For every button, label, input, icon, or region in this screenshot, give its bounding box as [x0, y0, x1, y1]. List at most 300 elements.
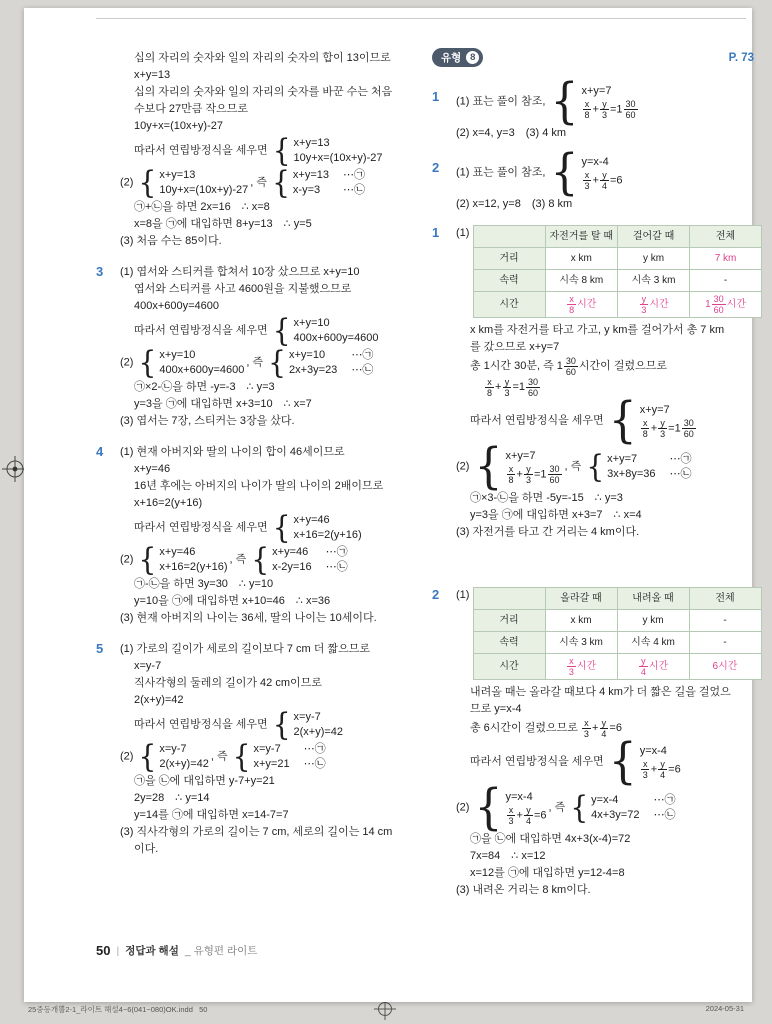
- solution-line: [470, 490, 754, 507]
- textbook-page: [24, 8, 752, 1002]
- table-cell: 1 $\frac{30}{60}$ 시간: [690, 292, 762, 318]
- table-header-cell: 내려올 때: [617, 588, 689, 610]
- data-table: [473, 587, 762, 680]
- solution-line: [134, 379, 410, 396]
- solution-line: [120, 610, 410, 627]
- table-cell: 6시간: [689, 654, 761, 680]
- text-run: 7x=84 ∴ x=12: [470, 850, 546, 862]
- text-run: (3) 자전거를 타고 간 거리는 4 km이다.: [456, 526, 640, 538]
- table-cell: $\frac{y}{4}$ 시간: [617, 654, 689, 680]
- system-equation-line: 400x+600y=4600: [159, 364, 245, 376]
- solution-line: [470, 392, 754, 449]
- table-row: [473, 292, 762, 318]
- text-run: 내려올 때는 올라갈 때보다 4 km가 더 짧은 길을 걸었으: [470, 686, 731, 698]
- solution-line: [120, 738, 410, 775]
- text-run: y=10을 ㉠에 대입하면 x+10=46 ∴ x=36: [134, 595, 331, 607]
- solution-line: [456, 587, 754, 684]
- problem-number: 2: [432, 160, 440, 175]
- equation-marker: ⋯㉡: [303, 758, 326, 770]
- system-equation-line: x+y=10 ⋯㉠: [288, 349, 374, 361]
- fraction: $\frac{y}{4}$: [601, 718, 607, 739]
- equation-marker: ⋯㉠: [351, 349, 374, 361]
- problem-number: 1: [432, 225, 440, 240]
- brace-icon: {: [138, 344, 157, 381]
- system-equation-line: y=x-4 ⋯㉠: [591, 794, 676, 806]
- text-run: 따라서 연립방정식을 세우면: [470, 414, 607, 427]
- text-run: (2): [120, 553, 137, 566]
- text-run: (2): [120, 356, 137, 369]
- text-run: (3) 처음 수는 85이다.: [120, 235, 222, 247]
- solution-line: [470, 733, 754, 790]
- table-cell: $\frac{x}{8}$ 시간: [545, 292, 618, 318]
- text-run: 400x+600y=4600: [134, 300, 220, 312]
- equation-system: [608, 392, 697, 449]
- system-equation-line: 400x+600y=4600: [293, 332, 379, 344]
- system-equation-line: x+y=46: [159, 546, 196, 558]
- table-header-cell: [473, 226, 545, 248]
- solution-body: [120, 641, 410, 858]
- solution-line: [120, 541, 410, 578]
- equation-system: [474, 779, 547, 836]
- equation-marker: ⋯㉡: [669, 468, 692, 480]
- solution-line: [134, 281, 410, 298]
- solution-line: [120, 344, 410, 381]
- text-run: 십의 자리의 숫자와 일의 자리의 숫자를 바꾼 수는 처음: [134, 86, 393, 98]
- page-footer: [96, 943, 257, 958]
- brace-icon: {: [138, 164, 157, 201]
- solution-line: [134, 101, 410, 118]
- table-header-cell: [473, 588, 545, 610]
- equation-system: [608, 733, 681, 790]
- problem-number: 3: [96, 264, 104, 279]
- table-cell: y km: [617, 610, 689, 632]
- fraction: $\frac{x}{3}$: [508, 805, 514, 826]
- fraction: $\frac{y}{3}$: [504, 377, 510, 398]
- fraction: $\frac{y}{3}$: [601, 99, 607, 120]
- equation-marker: ⋯㉡: [351, 364, 374, 376]
- equation-system: [138, 541, 228, 578]
- table-cell: 시속 3 km: [618, 270, 690, 292]
- equation-system: [474, 438, 563, 495]
- solution-line: [120, 641, 410, 658]
- text-run: x=12를 ㉠에 대입하면 y=12-4=8: [470, 867, 625, 879]
- solution-block: [96, 264, 410, 430]
- fraction: $\frac{y}{4}$: [640, 656, 646, 677]
- text-run: , 즉: [210, 750, 231, 763]
- equation-marker: ⋯㉡: [325, 561, 348, 573]
- equation-system: [550, 73, 638, 130]
- text-run: (1) 현재 아버지와 딸의 나이의 합이 46세이므로: [120, 446, 345, 458]
- solution-body: [120, 444, 410, 627]
- solution-block: [96, 444, 410, 627]
- solution-line: [470, 831, 754, 848]
- solution-line: [134, 706, 410, 743]
- equation-system: [272, 706, 344, 743]
- system-equation-line: x=y-7: [293, 711, 321, 723]
- text-run: 따라서 연립방정식을 세우면: [134, 324, 271, 337]
- table-cell: 7 km: [690, 248, 762, 270]
- footer-page-number: 50: [96, 943, 111, 958]
- fraction: $\frac{y}{4}$: [660, 759, 666, 780]
- solution-line: [120, 444, 410, 461]
- brace-icon: {: [138, 541, 157, 578]
- text-run: (3) 내려온 거리는 8 km이다.: [456, 884, 591, 896]
- solution-line: [456, 125, 754, 142]
- table-row: [473, 610, 761, 632]
- system-equation-line: x+y=7: [581, 85, 612, 97]
- solution-block: [432, 73, 754, 142]
- table-cell: 시속 3 km: [545, 632, 617, 654]
- system-equation-line: 2x+3y=23 ⋯㉡: [288, 364, 374, 376]
- type-badge-row: [432, 48, 754, 67]
- brace-icon: {: [570, 789, 589, 826]
- equation-system: [570, 789, 676, 826]
- solution-line: [134, 67, 410, 84]
- text-run: , 즉: [229, 553, 250, 566]
- equation-system: [272, 132, 383, 169]
- system-equation-line: x=y-7: [159, 743, 187, 755]
- equation-system: [251, 541, 348, 578]
- problem-number: 2: [432, 587, 440, 602]
- print-info-strip: [28, 1004, 744, 1015]
- solution-line: [134, 216, 410, 233]
- brace-icon: {: [474, 438, 503, 495]
- solution-line: [134, 807, 410, 824]
- table-cell: y km: [618, 248, 690, 270]
- text-run: 수보다 27만큼 작으므로: [134, 103, 248, 115]
- footer-title: 정답과 해설: [125, 945, 179, 957]
- print-date: 2024-05-31: [705, 1004, 744, 1013]
- system-equation-line: y=x-4: [639, 745, 667, 757]
- brace-icon: {: [251, 541, 270, 578]
- table-cell: $\frac{x}{3}$ 시간: [545, 654, 617, 680]
- problem-number: 4: [96, 444, 104, 459]
- problem-number: 1: [432, 89, 440, 104]
- text-run: 따라서 연립방정식을 세우면: [470, 755, 607, 768]
- footer-separator: |: [116, 944, 120, 957]
- system-equation-line: x-2y=16 ⋯㉡: [272, 561, 348, 573]
- brace-icon: {: [550, 73, 579, 130]
- right-column: [432, 48, 754, 913]
- equation-marker: ⋯㉠: [325, 546, 348, 558]
- fraction: $\frac{30}{60}$: [625, 99, 636, 120]
- problem-number: [96, 50, 120, 250]
- text-run: , 즉: [564, 460, 585, 473]
- brace-icon: {: [608, 733, 637, 790]
- system-equation-line: x+y=46: [293, 514, 330, 526]
- system-equation-line: x=y-7 ⋯㉠: [253, 743, 326, 755]
- fraction: $\frac{y}{4}$: [601, 170, 607, 191]
- text-run: (2): [456, 801, 473, 814]
- fraction: $\frac{x}{3}$: [584, 170, 590, 191]
- system-equation-line: x+16=2(y+16): [159, 561, 228, 573]
- print-file-info: 25중등개뿔2-1_라이트 해설4~6(041~080)OK.indd 50: [28, 1005, 208, 1014]
- text-run: (3) 현재 아버지의 나이는 36세, 딸의 나이는 10세이다.: [120, 612, 377, 624]
- equation-system: [586, 448, 692, 485]
- system-equation-line: x+y=13 ⋯㉠: [292, 169, 366, 181]
- text-run: x+y=13: [134, 69, 171, 81]
- text-run: 직사각형의 둘레의 길이가 42 cm이므로: [134, 677, 322, 689]
- system-equation-line: x+16=2(y+16): [293, 529, 362, 541]
- text-run: (2) x=12, y=8 (3) 8 km: [456, 198, 573, 210]
- text-run: (1) 엽서와 스티커를 합쳐서 10장 샀으므로 x+y=10: [120, 266, 360, 278]
- text-run: ㉠×2-㉡을 하면 -y=-3 ∴ y=3: [134, 381, 275, 393]
- page-reference: P. 73: [728, 51, 754, 64]
- solution-line: [134, 84, 410, 101]
- row-header: 거리: [473, 610, 545, 632]
- solution-line: [456, 73, 754, 130]
- table-row: [473, 632, 761, 654]
- system-equation-line: 10y+x=(10x+y)-27: [293, 152, 383, 164]
- solution-line: [470, 701, 754, 718]
- fraction: $\frac{x}{3}$: [583, 718, 589, 739]
- equation-system: [550, 144, 623, 201]
- solution-line: [470, 865, 754, 882]
- fraction: $\frac{x}{8}$: [569, 294, 575, 315]
- text-run: (2): [120, 176, 137, 189]
- text-run: 므로 y=x-4: [470, 703, 522, 715]
- fraction: $\frac{x}{3}$: [642, 759, 648, 780]
- solution-block: [432, 587, 754, 899]
- table-cell: -: [689, 632, 761, 654]
- system-equation-line: x+y=7: [639, 404, 670, 416]
- brace-icon: {: [550, 144, 579, 201]
- solution-body: [456, 225, 754, 541]
- row-header: 거리: [473, 248, 545, 270]
- fraction: $\frac{x}{8}$: [584, 99, 590, 120]
- brace-icon: {: [272, 132, 291, 169]
- table-row: [473, 270, 762, 292]
- text-run: 이다.: [134, 843, 159, 855]
- solution-line: [134, 675, 410, 692]
- system-equation-line: x+y=7: [505, 450, 536, 462]
- system-equation-line: $\frac{x}{3}$ + $\frac{y}{4}$ =6: [642, 759, 681, 780]
- solution-line: [456, 225, 754, 322]
- fraction: $\frac{30}{60}$: [528, 377, 539, 398]
- brace-icon: {: [268, 344, 286, 381]
- text-run: 16년 후에는 아버지의 나이가 딸의 나이의 2배이므로: [134, 480, 384, 492]
- solution-line: [456, 882, 754, 899]
- system-equation-line: x+y=10: [159, 349, 196, 361]
- equation-system: [272, 164, 366, 201]
- equation-marker: ⋯㉡: [653, 809, 676, 821]
- solution-line: [134, 841, 410, 858]
- system-equation-line: y=x-4: [505, 791, 533, 803]
- table-header-cell: 자전거를 탈 때: [545, 226, 618, 248]
- text-run: ㉠을 ㉡에 대입하면 y-7+y=21: [134, 775, 275, 787]
- solution-line: [134, 509, 410, 546]
- equation-marker: ⋯㉠: [653, 794, 676, 806]
- solution-line: [134, 50, 410, 67]
- fraction: $\frac{30}{60}$: [683, 418, 694, 439]
- fraction: $\frac{y}{3}$: [641, 294, 647, 315]
- solution-block: [96, 641, 410, 858]
- table-row: [473, 248, 762, 270]
- text-run: y=14를 ㉠에 대입하면 x=14-7=7: [134, 809, 289, 821]
- text-run: x+y=46: [134, 463, 171, 475]
- text-run: 2(x+y)=42: [134, 694, 184, 706]
- solution-line: [134, 199, 410, 216]
- solution-line: [134, 576, 410, 593]
- table-header-row: [473, 588, 761, 610]
- system-equation-line: 3x+8y=36 ⋯㉡: [607, 468, 692, 480]
- solution-line: [470, 356, 754, 377]
- system-equation-line: 2(x+y)=42: [159, 758, 209, 770]
- brace-icon: {: [272, 164, 290, 201]
- row-header: 속력: [473, 270, 545, 292]
- table-cell: -: [690, 270, 762, 292]
- system-equation-line: $\frac{x}{3}$ + $\frac{y}{4}$ =6: [508, 805, 547, 826]
- row-header: 시간: [473, 292, 545, 318]
- left-column: [96, 50, 410, 872]
- solution-line: [470, 507, 754, 524]
- table-cell: -: [689, 610, 761, 632]
- system-equation-line: y=x-4: [581, 156, 609, 168]
- equation-system: [138, 738, 209, 775]
- brace-icon: {: [232, 738, 251, 775]
- fraction: $\frac{y}{4}$: [525, 805, 531, 826]
- solution-line: [134, 132, 410, 169]
- text-run: 따라서 연립방정식을 세우면: [134, 521, 271, 534]
- system-equation-line: 10y+x=(10x+y)-27: [159, 184, 249, 196]
- solution-line: [456, 524, 754, 541]
- text-run: ㉠을 ㉡에 대입하면 4x+3(x-4)=72: [470, 833, 631, 845]
- fraction: $\frac{30}{60}$: [713, 294, 724, 315]
- text-run: (3) 엽서는 7장, 스티커는 3장을 샀다.: [120, 415, 295, 427]
- solution-line: [470, 848, 754, 865]
- equation-system: [268, 344, 374, 381]
- system-equation-line: $\frac{x}{8}$ + $\frac{y}{3}$ =1 $\frac{30}{60}$: [642, 418, 694, 439]
- solution-line: [456, 196, 754, 213]
- equation-marker: ⋯㉠: [303, 743, 326, 755]
- text-run: y=3을 ㉠에 대입하면 x+3=7 ∴ x=4: [470, 509, 642, 521]
- text-run: , 즉: [548, 801, 569, 814]
- text-run: ㉠×3-㉡을 하면 -5y=-15 ∴ y=3: [470, 492, 623, 504]
- solution-line: [120, 164, 410, 201]
- fraction: $\frac{y}{3}$: [660, 418, 666, 439]
- text-run: (1) 표는 풀이 참조,: [456, 95, 549, 108]
- text-run: (3) 직사각형의 가로의 길이는 7 cm, 세로의 길이는 14 cm: [120, 826, 393, 838]
- equation-system: [232, 738, 326, 775]
- fraction: $\frac{x}{3}$: [568, 656, 574, 677]
- solution-line: [470, 339, 754, 356]
- text-run: (1): [456, 589, 473, 601]
- solution-line: [134, 773, 410, 790]
- table-header-cell: 전체: [690, 226, 762, 248]
- system-equation-line: x-y=3 ⋯㉡: [292, 184, 366, 196]
- text-run: ㉠+㉡을 하면 2x=16 ∴ x=8: [134, 201, 270, 213]
- solution-line: [134, 790, 410, 807]
- system-equation-line: $\frac{x}{3}$ + $\frac{y}{4}$ =6: [584, 170, 623, 191]
- fraction: $\frac{x}{8}$: [508, 464, 514, 485]
- text-run: , 즉: [246, 356, 267, 369]
- solution-line: [120, 233, 410, 250]
- solution-line: [134, 312, 410, 349]
- table-header-cell: 올라갈 때: [545, 588, 617, 610]
- data-table: [473, 225, 763, 318]
- fraction: $\frac{30}{60}$: [565, 356, 576, 377]
- text-run: , 즉: [250, 176, 271, 189]
- solution-line: [470, 684, 754, 701]
- text-run: x=8을 ㉠에 대입하면 8+y=13 ∴ y=5: [134, 218, 312, 230]
- solution-body: [456, 587, 754, 899]
- equation-system: [138, 344, 245, 381]
- footer-subtitle: _ 유형편 라이트: [184, 945, 258, 957]
- problem-number: 5: [96, 641, 104, 656]
- solution-line: [134, 461, 410, 478]
- system-equation-line: x+y=13: [159, 169, 196, 181]
- solution-block: [96, 50, 410, 250]
- system-equation-line: 2(x+y)=42: [293, 726, 344, 738]
- system-equation-line: x+y=10: [293, 317, 330, 329]
- system-equation-line: x+y=46 ⋯㉠: [272, 546, 348, 558]
- text-run: (2) x=4, y=3 (3) 4 km: [456, 127, 567, 139]
- solution-line: [120, 824, 410, 841]
- brace-icon: {: [272, 312, 291, 349]
- solution-block: [432, 144, 754, 213]
- solution-line: [470, 322, 754, 339]
- text-run: (1) 가로의 길이가 세로의 길이보다 7 cm 더 짧으므로: [120, 643, 370, 655]
- text-run: $\frac{x}{8}$ + $\frac{y}{3}$ =1 $\frac{30}{60}$: [487, 377, 539, 398]
- type-badge-label: 유형: [441, 52, 462, 64]
- text-run: ㉠-㉡을 하면 3y=30 ∴ y=10: [134, 578, 274, 590]
- system-equation-line: x+y=21 ⋯㉡: [253, 758, 326, 770]
- text-run: 따라서 연립방정식을 세우면: [134, 144, 271, 157]
- fraction: $\frac{30}{60}$: [549, 464, 560, 485]
- text-run: x km를 자전거를 타고 가고, y km를 걸어가서 총 7 km: [470, 324, 725, 336]
- text-run: 총 1시간 30분, 즉 1 $\frac{30}{60}$ 시간이 걸렸으므로: [470, 356, 667, 377]
- table-header-cell: 전체: [689, 588, 761, 610]
- text-run: 를 갔으므로 x+y=7: [470, 341, 560, 353]
- table-cell: x km: [545, 610, 617, 632]
- solution-line: [456, 144, 754, 201]
- table-row: [473, 654, 761, 680]
- brace-icon: {: [586, 448, 605, 485]
- brace-icon: {: [272, 706, 291, 743]
- solution-line: [134, 396, 410, 413]
- solution-block: [432, 225, 754, 541]
- solution-body: [456, 73, 754, 142]
- row-header: 속력: [473, 632, 545, 654]
- text-run: 엽서와 스티커를 사고 4600원을 지불했으므로: [134, 283, 352, 295]
- table-header-cell: 걸어갈 때: [618, 226, 690, 248]
- equation-system: [272, 509, 362, 546]
- text-run: 십의 자리의 숫자와 일의 자리의 숫자의 합이 13이므로: [134, 52, 391, 64]
- table-cell: 시속 4 km: [617, 632, 689, 654]
- top-rule: [96, 18, 746, 19]
- system-equation-line: x+y=13: [293, 137, 330, 149]
- text-run: 총 6시간이 걸렸으므로 $\frac{x}{3}$ + $\frac{y}{4}$ =6: [470, 718, 622, 739]
- fraction: $\frac{y}{3}$: [525, 464, 531, 485]
- solution-line: [134, 593, 410, 610]
- right-column-solutions: [432, 73, 754, 899]
- text-run: (1) 표는 풀이 참조,: [456, 166, 549, 179]
- table-cell: x km: [545, 248, 618, 270]
- solution-body: [120, 264, 410, 430]
- type-badge-number: 8: [466, 51, 479, 64]
- solution-line: [120, 413, 410, 430]
- type-badge: [432, 48, 483, 67]
- text-run: y=3을 ㉠에 대입하면 x+3=10 ∴ x=7: [134, 398, 312, 410]
- brace-icon: {: [138, 738, 157, 775]
- system-equation-line: $\frac{x}{8}$ + $\frac{y}{3}$ =1 $\frac{30}{60}$: [584, 99, 636, 120]
- solution-line: [456, 438, 754, 495]
- brace-icon: {: [272, 509, 291, 546]
- text-run: 2y=28 ∴ y=14: [134, 792, 210, 804]
- text-run: (2): [456, 460, 473, 473]
- text-run: (2): [120, 750, 137, 763]
- text-run: x+16=2(y+16): [134, 497, 203, 509]
